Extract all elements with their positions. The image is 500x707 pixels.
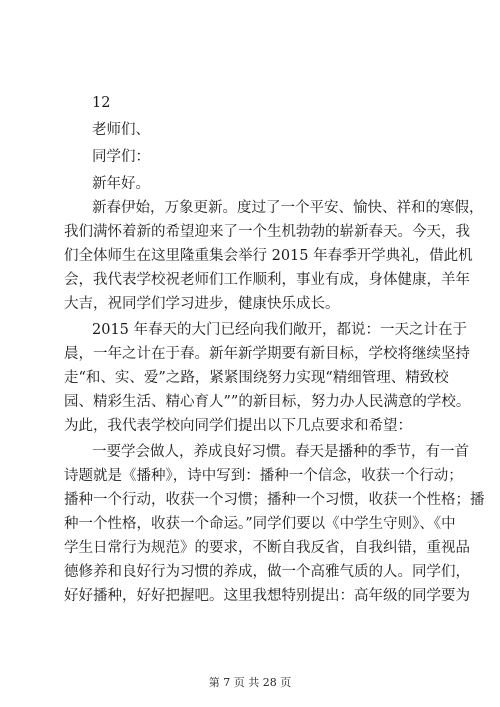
body-line: 一要学会做人，养成良好习惯。春天是播种的季节，有一首 [92,444,469,460]
salutation-teachers: 老师们、 [92,122,150,138]
body-line: 园、精彩生活、精心育人””的新目标，努力办人民满意的学校。 [64,394,471,410]
body-line: 会，我代表学校祝老师们工作顺利，事业有成，身体健康，羊年 [64,272,470,288]
body-line: 诗题就是《播种》，诗中写到：播种一个信念，收获一个行动； [64,468,463,484]
body-line: 好好播种，好好把握吧。这里我想特别提出：高年级的同学要为 [64,588,470,604]
body-line: 为此，我代表学校向同学们提出以下几点要求和希望： [64,418,412,434]
body-line: 2015 年春天的大门已经向我们敞开，都说：一天之计在于 [92,322,468,338]
page-footer: 第 7 页 共 28 页 [208,676,292,689]
body-line: 新春伊始，万象更新。度过了一个平安、愉快、祥和的寒假， [92,200,484,216]
greeting-line: 新年好。 [92,176,150,192]
body-line: 们全体师生在这里隆重集会举行 2015 年春季开学典礼，借此机 [64,248,473,264]
body-line: 走“和、实、爱”之路，紧紧围绕努力实现“精细管理、精致校 [64,370,449,386]
page-number-fragment: 12 [92,95,111,111]
body-line: 播种一个行动，收获一个习惯；播种一个习惯，收获一个性格；播 [64,492,485,508]
body-line: 大吉，祝同学们学习进步，健康快乐成长。 [64,296,340,312]
body-line: 种一个性格，收获一个命运。”同学们要以《中学生守则》、《中 [64,516,456,532]
body-line: 晨，一年之计在于春。新年新学期要有新目标，学校将继续坚持 [64,346,470,362]
body-line: 德修养和良好行为习惯的养成，做一个高雅气质的人。同学们， [64,564,470,580]
body-line: 学生日常行为规范》的要求，不断自我反省，自我纠错，重视品 [64,540,470,556]
salutation-students: 同学们： [92,149,150,165]
body-line: 我们满怀着新的希望迎来了一个生机勃勃的崭新春天。今天，我 [64,224,470,240]
